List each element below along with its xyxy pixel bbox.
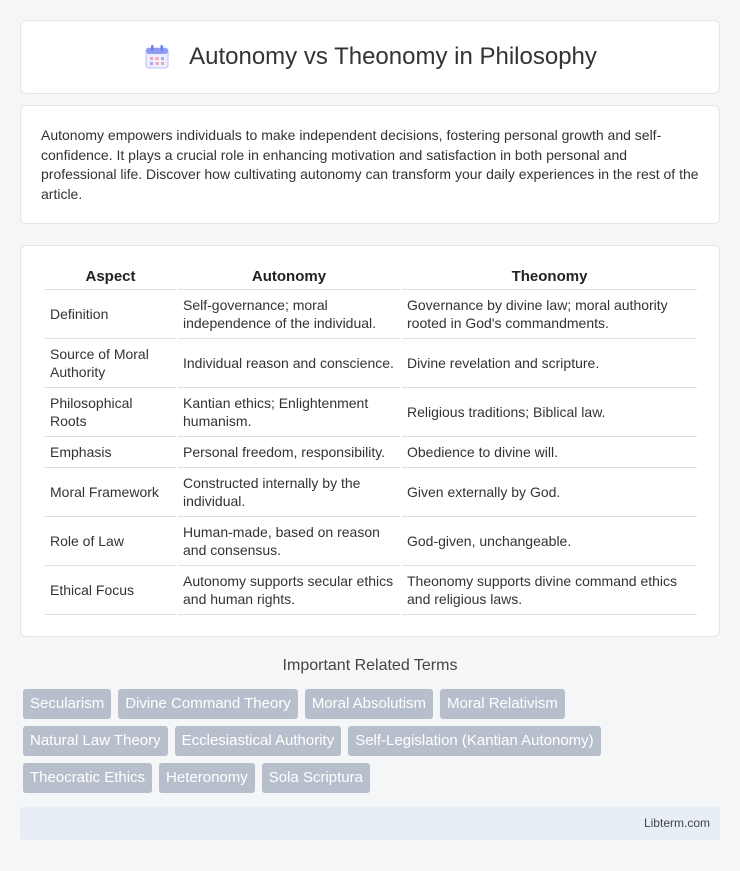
- table-row: [45, 388, 697, 437]
- tag-row: [23, 689, 723, 719]
- tag-self-legislation[interactable]: Self-Legislation (Kantian Autonomy): [348, 726, 600, 756]
- header-autonomy: Autonomy: [178, 266, 400, 290]
- calendar-icon: [143, 43, 171, 71]
- tag-moral-absolutism[interactable]: Moral Absolutism: [305, 689, 433, 719]
- table-cell-autonomy: Individual reason and conscience.: [178, 339, 400, 388]
- comparison-table-card: [20, 245, 720, 637]
- header-card: [20, 20, 720, 94]
- comparison-table: [43, 266, 699, 615]
- table-cell-autonomy: Human-made, based on reason and consensus.: [178, 517, 400, 566]
- table-row: [45, 339, 697, 388]
- table-header-row: [45, 266, 697, 290]
- intro-card: [20, 105, 720, 224]
- related-terms-title: Important Related Terms: [282, 657, 458, 674]
- footer-site-link[interactable]: Libterm.com: [643, 816, 710, 830]
- table-row: [45, 437, 697, 468]
- table-row: [45, 517, 697, 566]
- table-cell-autonomy: Personal freedom, responsibility.: [178, 437, 400, 468]
- tag-theocratic-ethics[interactable]: Theocratic Ethics: [23, 763, 152, 793]
- table-cell-autonomy: Autonomy supports secular ethics and human rights.: [178, 566, 400, 615]
- title-wrap: [143, 43, 597, 71]
- related-terms-tags: [23, 689, 723, 800]
- tag-moral-relativism[interactable]: Moral Relativism: [440, 689, 565, 719]
- tag-ecclesiastical-authority[interactable]: Ecclesiastical Authority: [175, 726, 342, 756]
- tag-heteronomy[interactable]: Heteronomy: [159, 763, 255, 793]
- table-cell-theonomy: Governance by divine law; moral authority rooted in God's commandments.: [402, 290, 697, 339]
- table-cell-theonomy: Religious traditions; Biblical law.: [402, 388, 697, 437]
- tag-divine-command-theory[interactable]: Divine Command Theory: [118, 689, 298, 719]
- table-cell-aspect: Moral Framework: [45, 468, 176, 517]
- tag-sola-scriptura[interactable]: Sola Scriptura: [262, 763, 370, 793]
- table-cell-autonomy: Kantian ethics; Enlightenment humanism.: [178, 388, 400, 437]
- page-title: Autonomy vs Theonomy in Philosophy: [189, 43, 597, 70]
- table-cell-theonomy: Obedience to divine will.: [402, 437, 697, 468]
- tag-row: [23, 763, 723, 793]
- table-cell-aspect: Emphasis: [45, 437, 176, 468]
- table-row: [45, 566, 697, 615]
- table-cell-aspect: Definition: [45, 290, 176, 339]
- table-cell-autonomy: Self-governance; moral independence of the individual.: [178, 290, 400, 339]
- table-cell-theonomy: God-given, unchangeable.: [402, 517, 697, 566]
- table-row: [45, 468, 697, 517]
- header-aspect: Aspect: [45, 266, 176, 290]
- table-row: [45, 290, 697, 339]
- table-cell-aspect: Source of Moral Authority: [45, 339, 176, 388]
- table-cell-theonomy: Given externally by God.: [402, 468, 697, 517]
- tag-natural-law-theory[interactable]: Natural Law Theory: [23, 726, 168, 756]
- table-cell-theonomy: Divine revelation and scripture.: [402, 339, 697, 388]
- header-theonomy: Theonomy: [402, 266, 697, 290]
- intro-paragraph: Autonomy empowers individuals to make independent decisions, fostering personal growth and self-confidence. It plays a crucial role in enhancing motivation and satisfaction in both personal and professional life. Discover how cultivating autonomy can transform your daily experiences in the rest of the article.: [41, 127, 699, 202]
- table-cell-aspect: Role of Law: [45, 517, 176, 566]
- table-cell-theonomy: Theonomy supports divine command ethics and religious laws.: [402, 566, 697, 615]
- tag-row: [23, 726, 723, 756]
- tag-secularism[interactable]: Secularism: [23, 689, 111, 719]
- table-cell-autonomy: Constructed internally by the individual.: [178, 468, 400, 517]
- table-cell-aspect: Philosophical Roots: [45, 388, 176, 437]
- table-cell-aspect: Ethical Focus: [45, 566, 176, 615]
- footer: [20, 807, 720, 840]
